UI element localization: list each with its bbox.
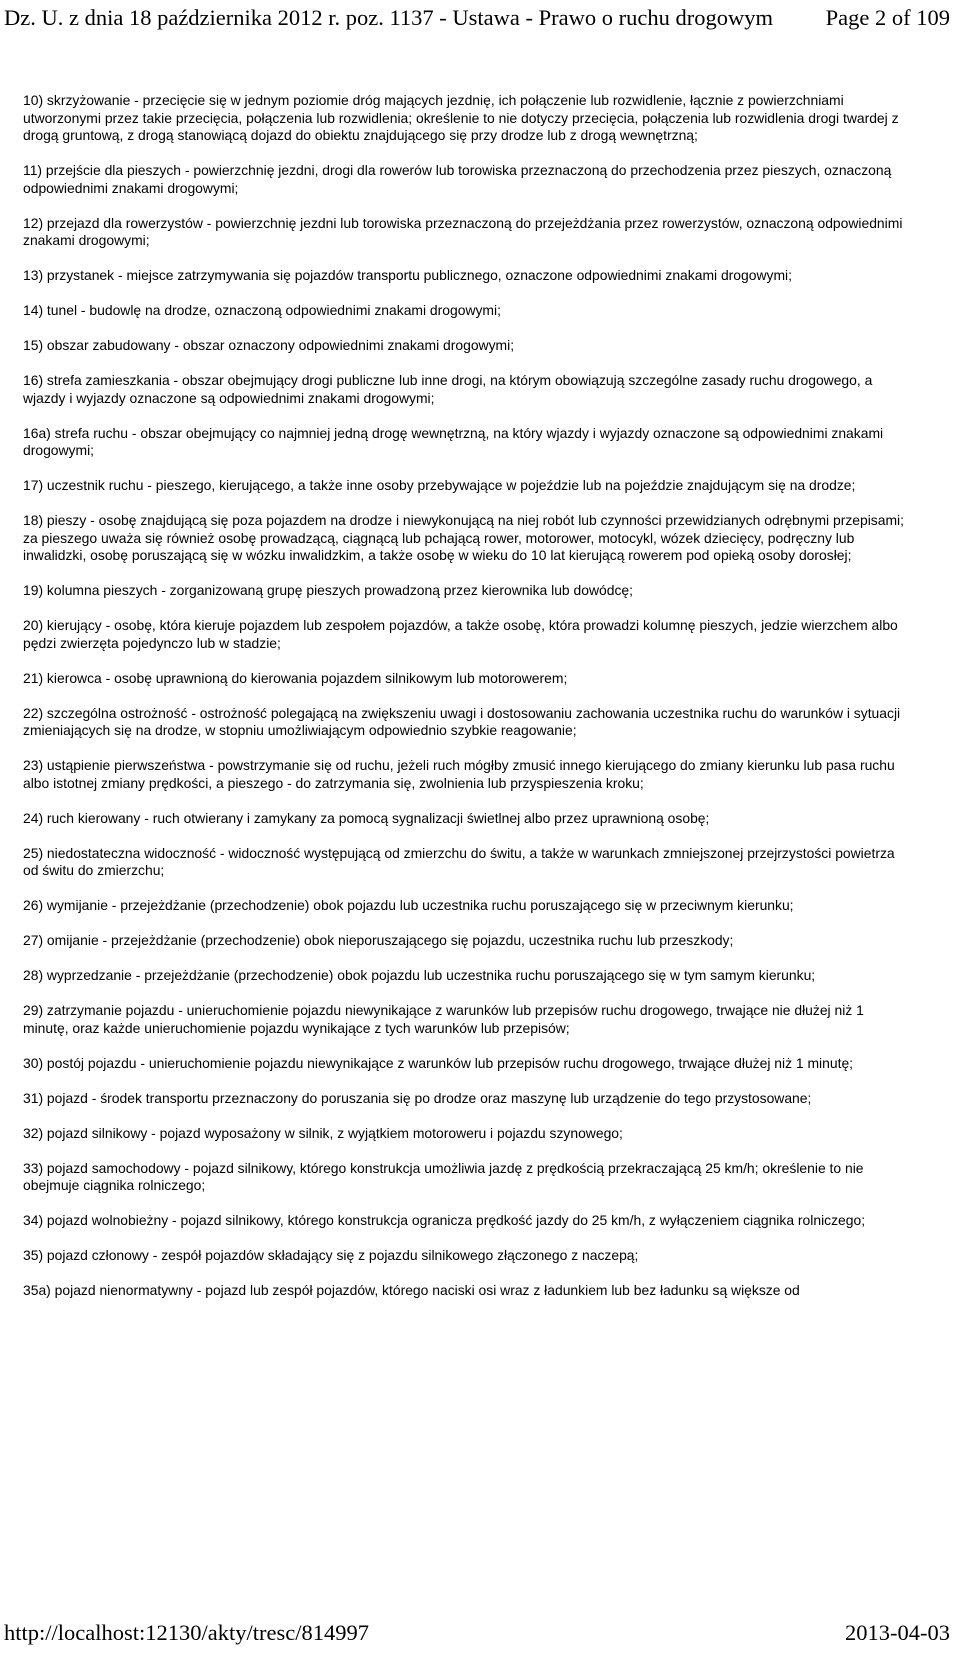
definition-35a: 35a) pojazd nienormatywny - pojazd lub zespół pojazdów, którego naciski osi wraz z ładunkiem lub bez ładunku są większe od — [23, 1282, 800, 1298]
page-header — [4, 3, 950, 35]
definition-11: 11) przejście dla pieszych - powierzchnię jezdni, drogi dla rowerów lub torowiska przeznaczoną do przechodzenia przez pieszych, oznaczoną odpowiednimi znakami drogowymi; — [23, 162, 892, 196]
definition-32: 32) pojazd silnikowy - pojazd wyposażony w silnik, z wyjątkiem motoroweru i pojazdu szynowego; — [23, 1124, 623, 1141]
definition-34: 34) pojazd wolnobieżny - pojazd silnikowy, którego konstrukcja ogranicza prędkość jazdy do 25 km/h, z wyłączeniem ciągnika rolniczego; — [23, 1212, 866, 1228]
definition-25: 25) niedostateczna widoczność - widoczność występującą od zmierzchu do świtu, a także w warunkach zmniejszonej przejrzystości powietrza od świtu do zmierzchu; — [23, 844, 895, 878]
definition-28: 28) wyprzedzanie - przejeżdżanie (przechodzenie) obok pojazdu lub uczestnika ruchu poruszającego się w tym samym kierunku; — [23, 967, 816, 983]
definition-29: 29) zatrzymanie pojazdu - unieruchomienie pojazdu niewynikające z warunków lub przepisów ruchu drogowego, trwające nie dłużej niż 1 minutę, oraz każde unieruchomienie pojazdu wynikające z tych warunków lub przepisów; — [23, 1002, 864, 1036]
definition-12: 12) przejazd dla rowerzystów - powierzchnię jezdni lub torowiska przeznaczoną do przejeżdżania przez rowerzystów, oznaczoną odpowiednimi znakami drogowymi; — [23, 214, 903, 248]
definition-26: 26) wymijanie - przejeżdżanie (przechodzenie) obok pojazdu lub uczestnika ruchu poruszającego się w przeciwnym kierunku; — [23, 897, 794, 913]
definition-19: 19) kolumna pieszych - zorganizowaną grupę pieszych prowadzoną przez kierownika lub dowódcę; — [23, 582, 633, 598]
definition-23: 23) ustąpienie pierwszeństwa - powstrzymanie się od ruchu, jeżeli ruch mógłby zmusić innego kierującego do zmiany kierunku lub pasa ruchu albo istotnej zmiany prędkości, a pieszego - do zatrzymania się, zwolnienia lub przyspieszenia kroku; — [23, 757, 895, 791]
definition-31: 31) pojazd - środek transportu przeznaczony do poruszania się po drodze oraz maszynę lub urządzenie do tego przystosowane; — [23, 1089, 812, 1106]
definition-20: 20) kierujący - osobę, która kieruje pojazdem lub zespołem pojazdów, a także osobę, która prowadzi kolumnę pieszych, jedzie wierzchem albo pędzi zwierzęta pojedynczo lub w stadzie; — [23, 617, 898, 651]
definition-10: 10) skrzyżowanie - przecięcie się w jednym poziomie dróg mających jezdnię, ich połączenie lub rozwidlenie, łącznie z powierzchniami utworzonymi przez takie przecięcia, połączenia lub rozwidlenia; określenie to nie dotyczy przecięcia, połączenia lub rozwidlenia drogi twardej z drogą gruntową, z drogą stanowiącą dojazd do obiektu znajdującego się przy drodze lub z drogą wewnętrzną; — [23, 92, 899, 143]
definition-24: 24) ruch kierowany - ruch otwierany i zamykany za pomocą sygnalizacji świetlnej albo przez uprawnioną osobę; — [23, 809, 710, 826]
definition-22: 22) szczególna ostrożność - ostrożność polegającą na zwiększeniu uwagi i dostosowaniu zachowania uczestnika ruchu do warunków i sytuacji zmieniających się na drodze, w stopniu umożliwiającym odpowiednio szybkie reagowanie; — [23, 704, 901, 738]
page-number: Page 2 of 109 — [825, 5, 950, 30]
source-url: http://localhost:12130/akty/tresc/814997 — [4, 1620, 369, 1645]
definition-27: 27) omijanie - przejeżdżanie (przechodzenie) obok nieporuszającego się pojazdu, uczestnika ruchu lub przeszkody; — [23, 932, 734, 948]
definition-16: 16) strefa zamieszkania - obszar obejmujący drogi publiczne lub inne drogi, na którym obowiązują szczególne zasady ruchu drogowego, a wjazdy i wyjazdy oznaczone są odpowiednimi znakami drogowymi; — [23, 372, 873, 406]
definition-13: 13) przystanek - miejsce zatrzymywania się pojazdów transportu publicznego, oznaczone odpowiednimi znakami drogowymi; — [23, 267, 792, 283]
document-body — [23, 92, 913, 1317]
definition-14: 14) tunel - budowlę na drodze, oznaczoną odpowiednimi znakami drogowymi; — [23, 302, 501, 318]
definition-21: 21) kierowca - osobę uprawnioną do kierowania pojazdem silnikowym lub motorowerem; — [23, 669, 568, 686]
definition-35: 35) pojazd członowy - zespół pojazdów składający się z pojazdu silnikowego złączonego z naczepą; — [23, 1247, 639, 1263]
definition-18: 18) pieszy - osobę znajdującą się poza pojazdem na drodze i niewykonującą na niej robót lub czynności przewidzianych odrębnymi przepisami; za pieszego uważa się również osobę prowadzącą, ciągnącą lub pchającą rower, motorower, motocykl, wózek dziecięcy, podręczny lub inwalidzki, osobę poruszającą się w wózku inwalidzkim, a także osobę w wieku do 10 lat kierującą rowerem pod opieką osoby dorosłej; — [23, 512, 904, 563]
definition-15: 15) obszar zabudowany - obszar oznaczony odpowiednimi znakami drogowymi; — [23, 337, 515, 353]
definition-30: 30) postój pojazdu - unieruchomienie pojazdu niewynikające z warunków lub przepisów ruchu drogowego, trwające dłużej niż 1 minutę; — [23, 1054, 854, 1071]
definition-33: 33) pojazd samochodowy - pojazd silnikowy, którego konstrukcja umożliwia jazdę z prędkością przekraczającą 25 km/h; określenie to nie obejmuje ciągnika rolniczego; — [23, 1159, 864, 1193]
definition-17: 17) uczestnik ruchu - pieszego, kierującego, a także inne osoby przebywające w pojeździe lub na pojeździe znajdującym się na drodze; — [23, 477, 856, 493]
print-date: 2013-04-03 — [845, 1620, 950, 1645]
document-title: Dz. U. z dnia 18 października 2012 r. poz. 1137 - Ustawa - Prawo o ruchu drogowym — [4, 5, 773, 30]
page-footer — [4, 1618, 950, 1650]
definition-16a: 16a) strefa ruchu - obszar obejmujący co najmniej jedną drogę wewnętrzną, na który wjazdy i wyjazdy oznaczone są odpowiednimi znakami drogowymi; — [23, 424, 884, 458]
